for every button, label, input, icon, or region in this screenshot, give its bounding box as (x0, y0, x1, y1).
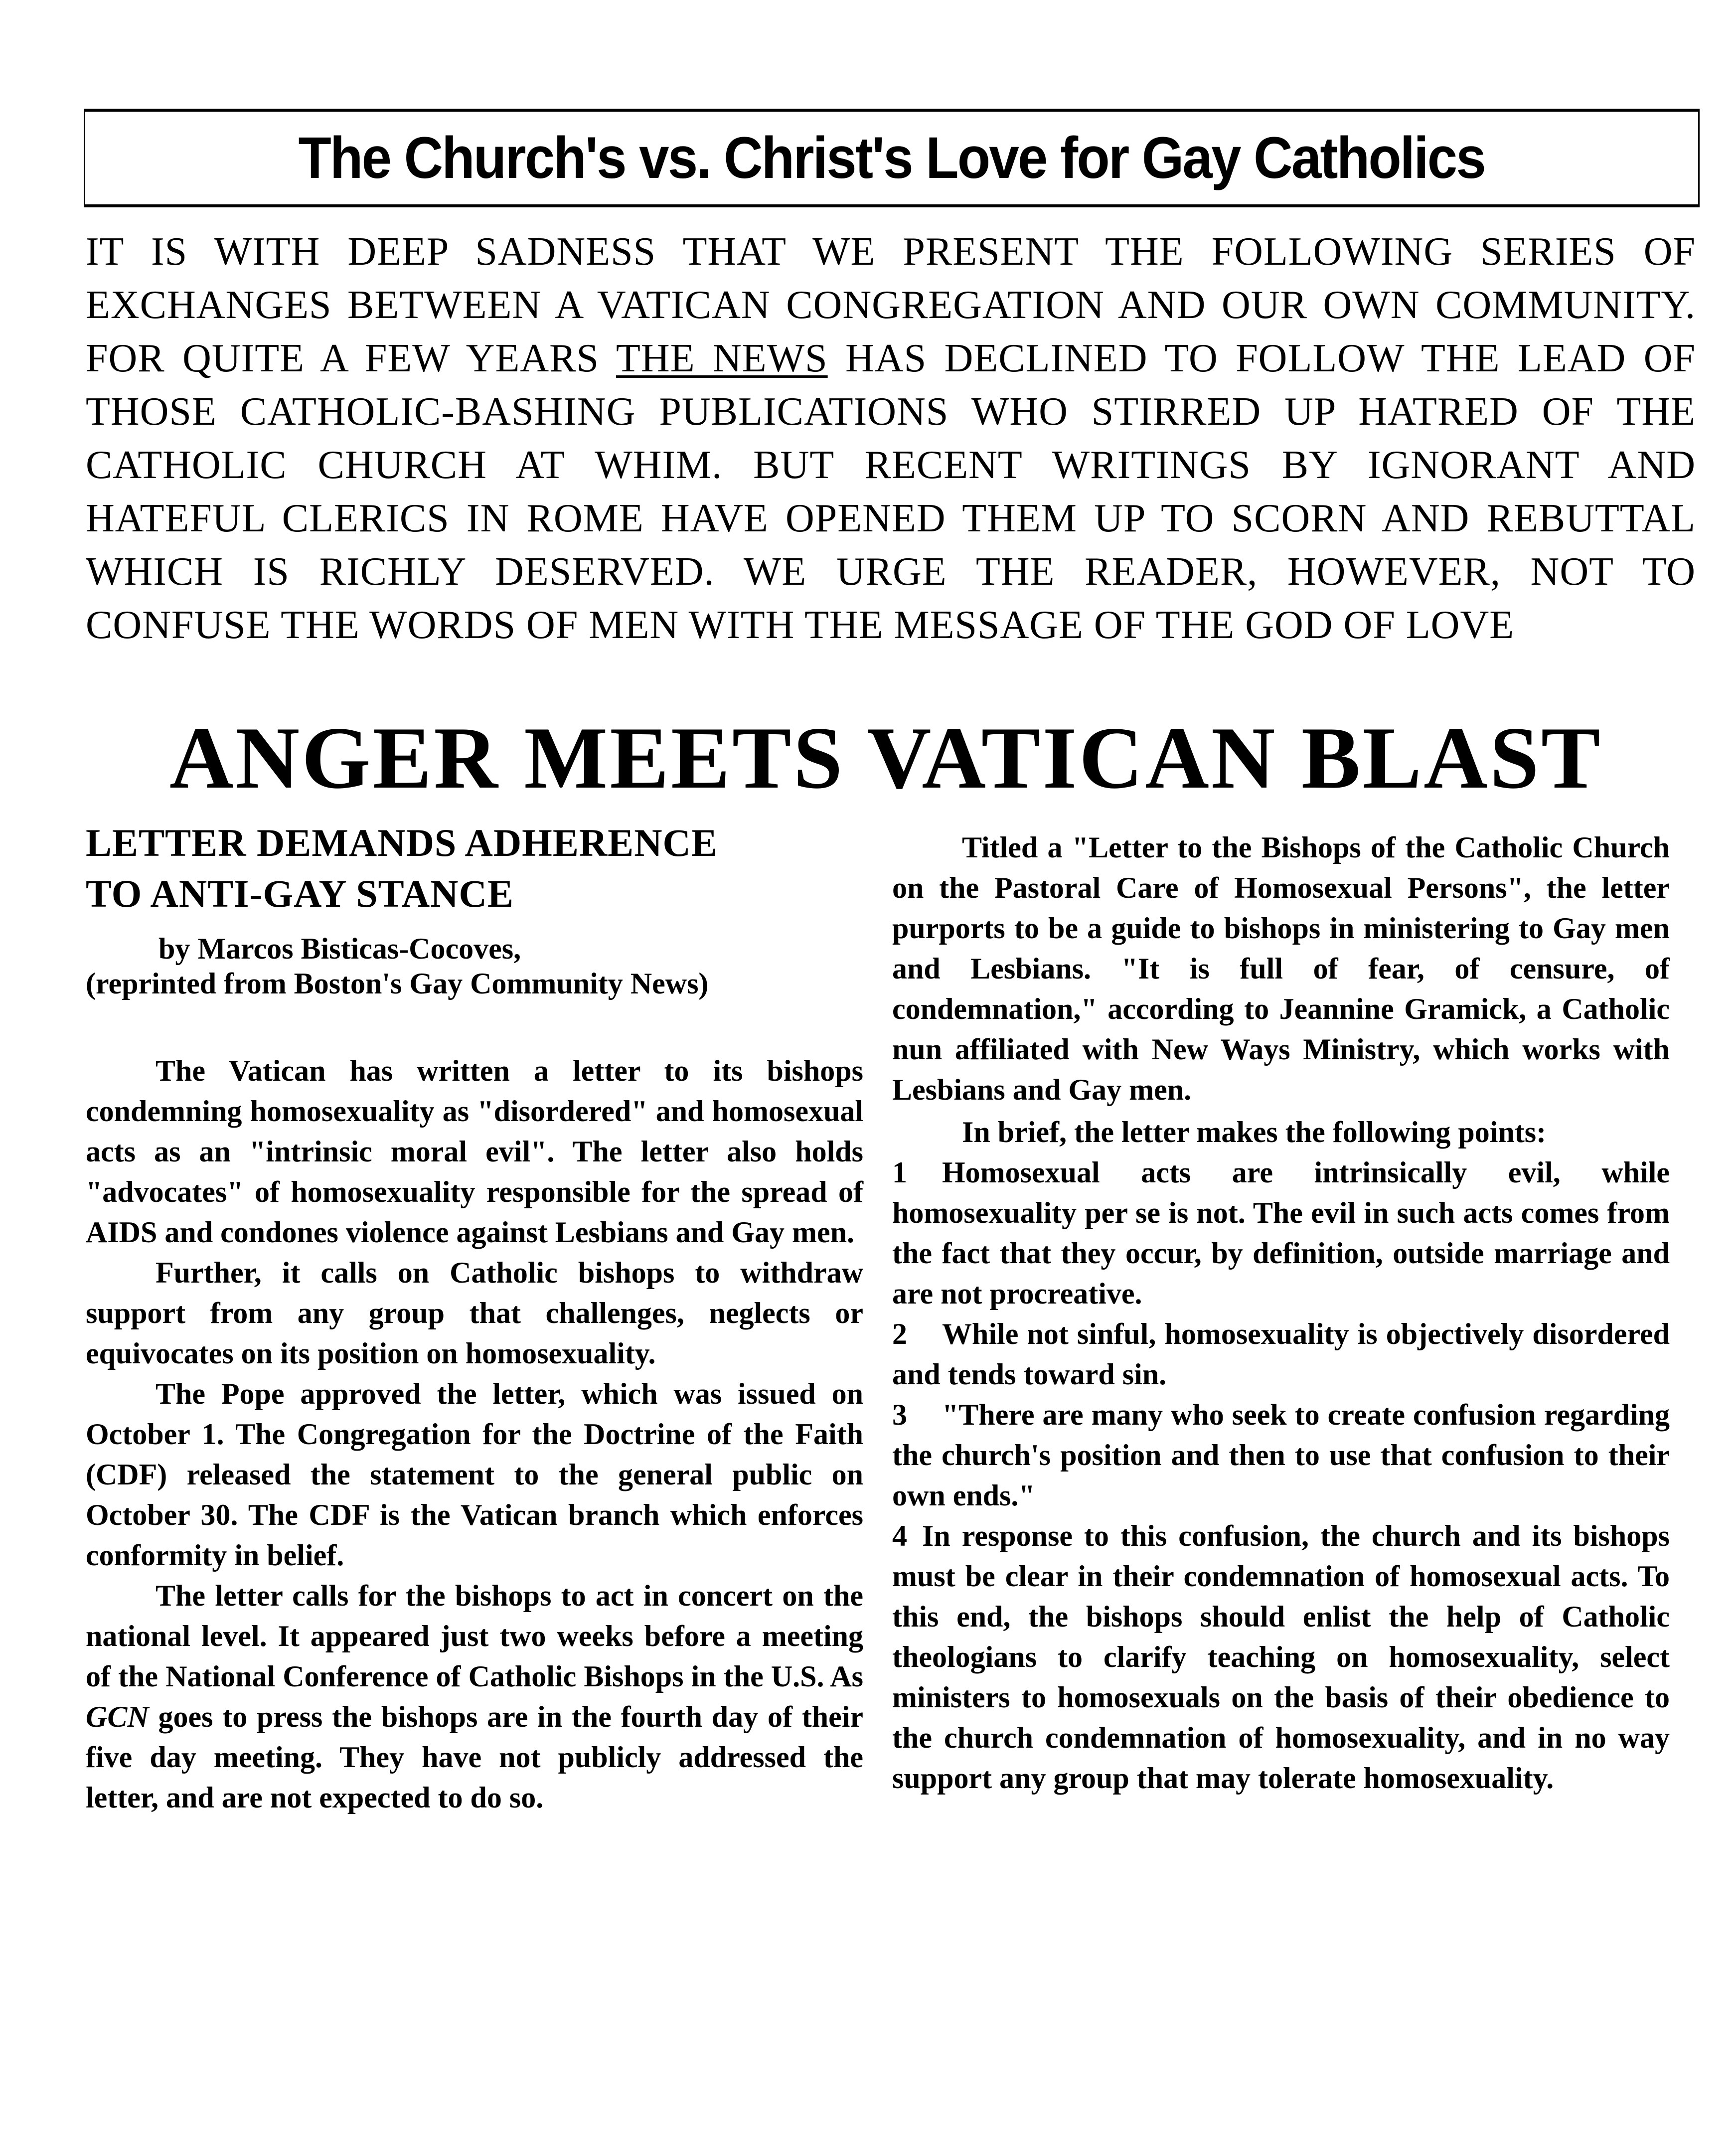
list-item-number: 2 (892, 1317, 907, 1350)
article-left-column (86, 818, 863, 1818)
list-item-number: 4 (892, 1519, 907, 1552)
page-title: The Church's vs. Christ's Love for Gay Catholics (298, 125, 1485, 191)
list-item (892, 1395, 1670, 1516)
paragraph-text: The letter calls for the bishops to act in concert on the national level. It appeared just two weeks before a meeting of the National Conference of Catholic Bishops in the U.S. As (86, 1579, 863, 1693)
list-item-number: 3 (892, 1398, 907, 1431)
intro-publication-name: THE NEWS (616, 336, 828, 380)
editorial-intro (86, 225, 1696, 652)
source-credit: (reprinted from Boston's Gay Community News) (86, 967, 709, 1000)
list-item (892, 1152, 1670, 1314)
paragraph-text: goes to press the bishops are in the fourth day of their five day meeting. They have not publicly addressed the letter, and are not expected to do so. (86, 1700, 863, 1814)
publication-abbrev: GCN (86, 1700, 149, 1733)
title-banner (84, 109, 1700, 207)
author-byline: by Marcos Bisticas-Cocoves, (158, 932, 521, 965)
byline-block (86, 931, 863, 1001)
body-paragraph (86, 1576, 863, 1818)
list-item-text: While not sinful, homosexuality is objectively disordered and tends toward sin. (892, 1317, 1670, 1391)
list-item-text: Homosexual acts are intrinsically evil, while homosexuality per se is not. The evil in such acts comes from the fact that they occur, by definition, outside marriage and are not procreative. (892, 1156, 1670, 1310)
list-item-text: "There are many who seek to create confusion regarding the church's position and then to use that confusion to their own ends." (892, 1398, 1670, 1512)
list-item (892, 1314, 1670, 1395)
intro-text-after: HAS DECLINED TO FOLLOW THE LEAD OF THOSE CATHOLIC-BASHING PUBLICATIONS WHO STIRRED UP HATRED OF THE CATHOLIC CHURCH AT WHIM. BUT RECENT WRITINGS BY IGNORANT AND HATEFUL CLERICS IN ROME HAVE OPENED THEM UP TO SCORN AND REBUTTAL WHICH IS RICHLY DESERVED. WE URGE THE READER, HOWEVER, NOT TO CONFUSE THE WORDS OF MEN WITH THE MESSAGE OF THE GOD OF LOVE (86, 336, 1696, 647)
body-paragraph: The Vatican has written a letter to its bishops condemning homosexuality as "disordered" and homosexual acts as an "intrinsic moral evil". The letter also holds "advocates" of homosexuality responsible for the spread of AIDS and condones violence against Lesbians and Gay men. (86, 1054, 863, 1249)
list-item-text: In response to this confusion, the church and its bishops must be clear in their condemnation of homosexual acts. To this end, the bishops should enlist the help of Catholic theologians to clarify teaching on homosexuality, select ministers to homosexuals on the basis of their obedience to the church condemnation of homosexuality, and in no way support any group that may tolerate homosexuality. (892, 1519, 1670, 1795)
body-paragraph: Titled a "Letter to the Bishops of the Catholic Church on the Pastoral Care of Homosexual Persons", the letter purports to be a guide to bishops in ministering to Gay men and Lesbians. "It is full of fear, of censure, of condemnation," according to Jeannine Gramick, a Catholic nun affiliated with New Ways Ministry, which works with Lesbians and Gay men. (892, 831, 1670, 1106)
article-right-column (892, 827, 1670, 1799)
body-paragraph: In brief, the letter makes the following points: (962, 1116, 1547, 1148)
article-headline: ANGER MEETS VATICAN BLAST (169, 708, 1602, 807)
body-paragraph: Further, it calls on Catholic bishops to withdraw support from any group that challenges, neglects or equivocates on its position on homosexuality. (86, 1256, 863, 1370)
list-item-number: 1 (892, 1156, 907, 1189)
article-subhead (86, 818, 863, 919)
subhead-line-1: LETTER DEMANDS ADHERENCE (86, 821, 718, 864)
subhead-line-2: TO ANTI-GAY STANCE (86, 872, 514, 915)
list-item (892, 1516, 1670, 1799)
body-paragraph: The Pope approved the letter, which was issued on October 1. The Congregation for the Doctrine of the Faith (CDF) released the statement to the general public on October 30. The CDF is the Vatican branch which enforces conformity in belief. (86, 1377, 863, 1572)
intro-text-before: IT IS WITH DEEP SADNESS THAT WE PRESENT THE FOLLOWING SERIES OF EXCHANGES BETWEEN A VATICAN CONGREGATION AND OUR OWN COMMUNITY. FOR QUITE A FEW YEARS (86, 230, 1696, 380)
